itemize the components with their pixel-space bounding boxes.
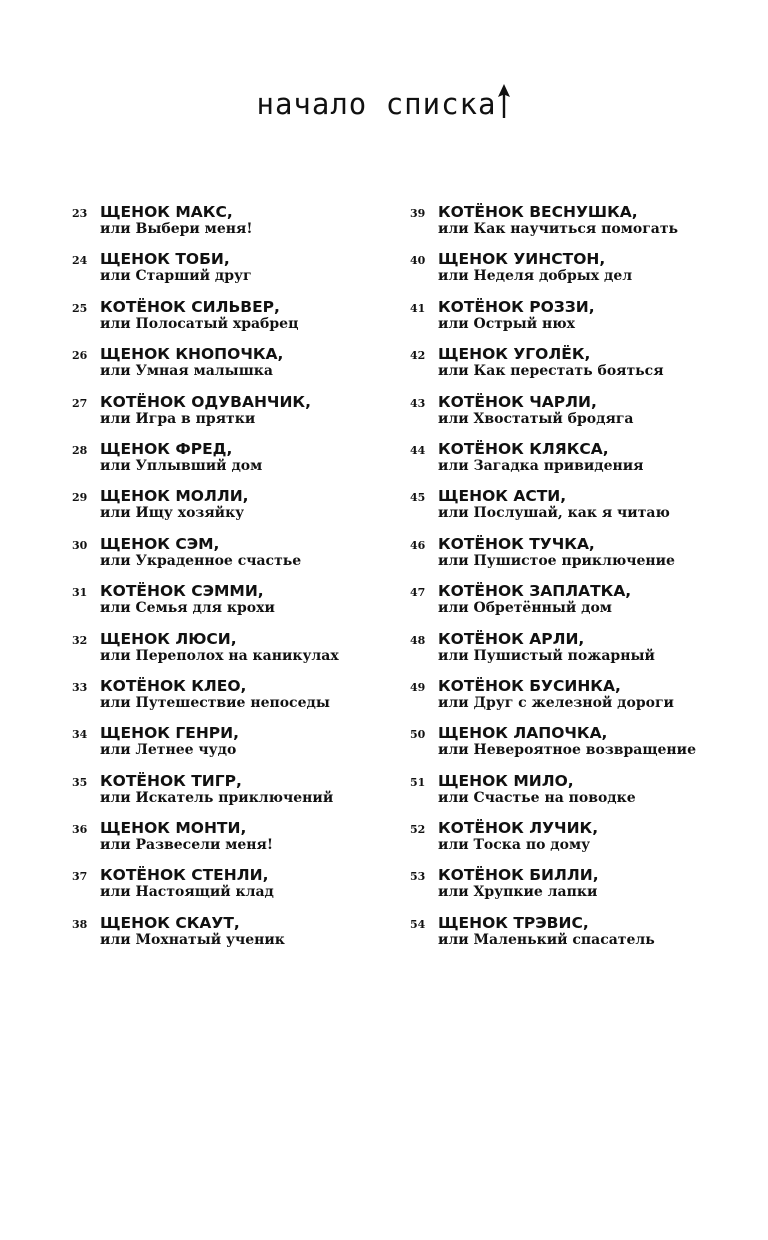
book-subtitle: или Выбери меня!: [100, 221, 253, 237]
book-entry: [410, 345, 750, 392]
book-title: ЩЕНОК АСТИ,: [438, 487, 567, 506]
book-entry: [410, 250, 750, 297]
book-subtitle: или Как перестать бояться: [438, 363, 664, 380]
book-title: КОТЁНОК ОДУВАНЧИК,: [100, 392, 311, 411]
book-subtitle: или Путешествие непоседы: [100, 694, 330, 711]
book-title: ЩЕНОК ТРЭВИС,: [438, 913, 589, 932]
book-title: ЩЕНОК МОНТИ,: [100, 819, 247, 838]
book-subtitle: или Загадка привидения: [438, 457, 644, 474]
book-title: КОТЁНОК ТИГР,: [100, 771, 242, 790]
book-subtitle: или Счастье на поводке: [438, 789, 636, 806]
book-title: КОТЁНОК СЭММИ,: [100, 582, 264, 601]
book-subtitle: или Хвостатый бродяга: [438, 410, 634, 427]
book-number: 51: [410, 775, 426, 789]
book-title: КОТЁНОК СИЛЬВЕР,: [100, 297, 280, 316]
book-entry: [410, 535, 750, 582]
book-subtitle: или Полосатый храбрец: [100, 315, 299, 332]
book-title: ЩЕНОК УИНСТОН,: [438, 250, 606, 269]
book-title: ЩЕНОК ЛАПОЧКА,: [438, 724, 608, 743]
book-entry: [410, 819, 750, 866]
book-title: ЩЕНОК МОЛЛИ,: [100, 487, 249, 506]
book-list-left-column: [72, 203, 392, 961]
book-entry: [410, 298, 750, 345]
book-list-right-column: [410, 203, 750, 961]
book-number: 23: [72, 207, 88, 220]
book-number: 36: [72, 823, 88, 837]
book-entry: [72, 393, 392, 440]
book-entry: [72, 535, 392, 582]
book-title: ЩЕНОК ТОБИ,: [100, 250, 230, 269]
book-title: КОТЁНОК ЗАПЛАТКА,: [438, 582, 632, 601]
book-title: КОТЁНОК КЛЕО,: [100, 676, 247, 695]
book-entry: [72, 203, 392, 250]
book-title: КОТЁНОК АРЛИ,: [438, 629, 585, 648]
book-title: КОТЁНОК БУСИНКА,: [438, 676, 621, 695]
book-entry: [410, 440, 750, 487]
book-title: КОТЁНОК РОЗЗИ,: [438, 297, 595, 316]
book-entry: [410, 914, 750, 961]
book-number: 43: [410, 396, 426, 410]
book-entry: [72, 819, 392, 866]
book-entry: [72, 724, 392, 771]
book-subtitle: или Как научиться помогать: [438, 221, 679, 237]
book-subtitle: или Настоящий клад: [100, 884, 274, 901]
book-title: КОТЁНОК КЛЯКСА,: [438, 439, 609, 458]
book-subtitle: или Семья для крохи: [100, 600, 275, 617]
book-number: 54: [410, 917, 426, 931]
book-number: 35: [72, 775, 88, 789]
book-subtitle: или Игра в прятки: [100, 410, 256, 427]
book-entry: [72, 914, 392, 961]
book-title: ЩЕНОК ЛЮСИ,: [100, 629, 237, 648]
book-subtitle: или Друг с железной дороги: [438, 694, 674, 711]
book-number: 28: [72, 443, 88, 457]
book-entry: [410, 203, 750, 250]
page-title: начало списка: [256, 87, 497, 121]
book-subtitle: или Послушай, как я читаю: [438, 505, 670, 522]
book-title: КОТЁНОК ЧАРЛИ,: [438, 392, 597, 411]
book-subtitle: или Тоска по дому: [438, 837, 591, 854]
book-number: 29: [72, 491, 88, 505]
book-number: 42: [410, 349, 426, 363]
book-title: КОТЁНОК ЛУЧИК,: [438, 819, 599, 838]
book-subtitle: или Уплывший дом: [100, 457, 263, 474]
book-number: 52: [410, 823, 426, 837]
book-entry: [72, 298, 392, 345]
up-arrow-icon: [497, 84, 511, 118]
book-subtitle: или Неделя добрых дел: [438, 268, 633, 285]
book-title: ЩЕНОК КНОПОЧКА,: [100, 345, 284, 364]
book-entry: [72, 677, 392, 724]
book-title: ЩЕНОК ФРЕД,: [100, 439, 233, 458]
book-entry: [410, 724, 750, 771]
book-title: ЩЕНОК СКАУТ,: [100, 913, 240, 932]
book-subtitle: или Маленький спасатель: [438, 931, 655, 948]
book-entry: [72, 866, 392, 913]
book-number: 46: [410, 538, 426, 552]
book-number: 25: [72, 301, 88, 315]
book-number: 34: [72, 728, 88, 742]
book-entry: [72, 487, 392, 534]
book-number: 24: [72, 254, 88, 268]
book-subtitle: или Ищу хозяйку: [100, 505, 245, 522]
book-subtitle: или Искатель приключений: [100, 789, 334, 806]
book-entry: [410, 393, 750, 440]
book-title: ЩЕНОК СЭМ,: [100, 534, 220, 553]
book-subtitle: или Хрупкие лапки: [438, 884, 598, 901]
book-number: 47: [410, 586, 426, 600]
book-entry: [72, 772, 392, 819]
book-entry: [410, 866, 750, 913]
book-entry: [410, 677, 750, 724]
book-number: 41: [410, 301, 426, 315]
book-entry: [72, 345, 392, 392]
book-number: 26: [72, 349, 88, 363]
book-number: 44: [410, 443, 426, 457]
book-number: 39: [410, 207, 426, 220]
page-header: [0, 84, 768, 121]
book-number: 33: [72, 680, 88, 694]
book-subtitle: или Обретённый дом: [438, 600, 612, 617]
book-number: 37: [72, 870, 88, 884]
book-title: ЩЕНОК УГОЛЁК,: [438, 345, 591, 364]
book-number: 38: [72, 917, 88, 931]
book-subtitle: или Острый нюх: [438, 315, 575, 332]
book-subtitle: или Старший друг: [100, 268, 252, 285]
book-entry: [410, 630, 750, 677]
book-subtitle: или Мохнатый ученик: [100, 931, 285, 948]
book-subtitle: или Невероятное возвращение: [438, 742, 696, 759]
book-subtitle: или Украденное счастье: [100, 552, 302, 569]
book-title: КОТЁНОК ТУЧКА,: [438, 534, 595, 553]
book-title: ЩЕНОК ГЕНРИ,: [100, 724, 240, 743]
book-number: 32: [72, 633, 88, 647]
book-title: КОТЁНОК СТЕНЛИ,: [100, 866, 269, 885]
book-entry: [72, 250, 392, 297]
book-title: КОТЁНОК БИЛЛИ,: [438, 866, 599, 885]
book-number: 27: [72, 396, 88, 410]
book-title: ЩЕНОК МИЛО,: [438, 771, 574, 790]
book-number: 50: [410, 728, 426, 742]
book-number: 48: [410, 633, 426, 647]
book-subtitle: или Умная малышка: [100, 363, 273, 380]
book-number: 53: [410, 870, 426, 884]
book-entry: [410, 772, 750, 819]
book-entry: [72, 582, 392, 629]
book-number: 40: [410, 254, 426, 268]
book-title: ЩЕНОК МАКС,: [100, 203, 233, 221]
book-subtitle: или Летнее чудо: [100, 742, 237, 759]
book-entry: [72, 630, 392, 677]
book-number: 49: [410, 680, 426, 694]
book-title: КОТЁНОК ВЕСНУШКА,: [438, 203, 638, 221]
book-number: 45: [410, 491, 426, 505]
book-subtitle: или Пушистое приключение: [438, 552, 675, 569]
book-subtitle: или Переполох на каникулах: [100, 647, 339, 664]
book-entry: [410, 487, 750, 534]
book-subtitle: или Пушистый пожарный: [438, 647, 655, 664]
book-entry: [410, 582, 750, 629]
book-subtitle: или Развесели меня!: [100, 837, 274, 854]
book-number: 30: [72, 538, 88, 552]
book-number: 31: [72, 586, 88, 600]
book-entry: [72, 440, 392, 487]
